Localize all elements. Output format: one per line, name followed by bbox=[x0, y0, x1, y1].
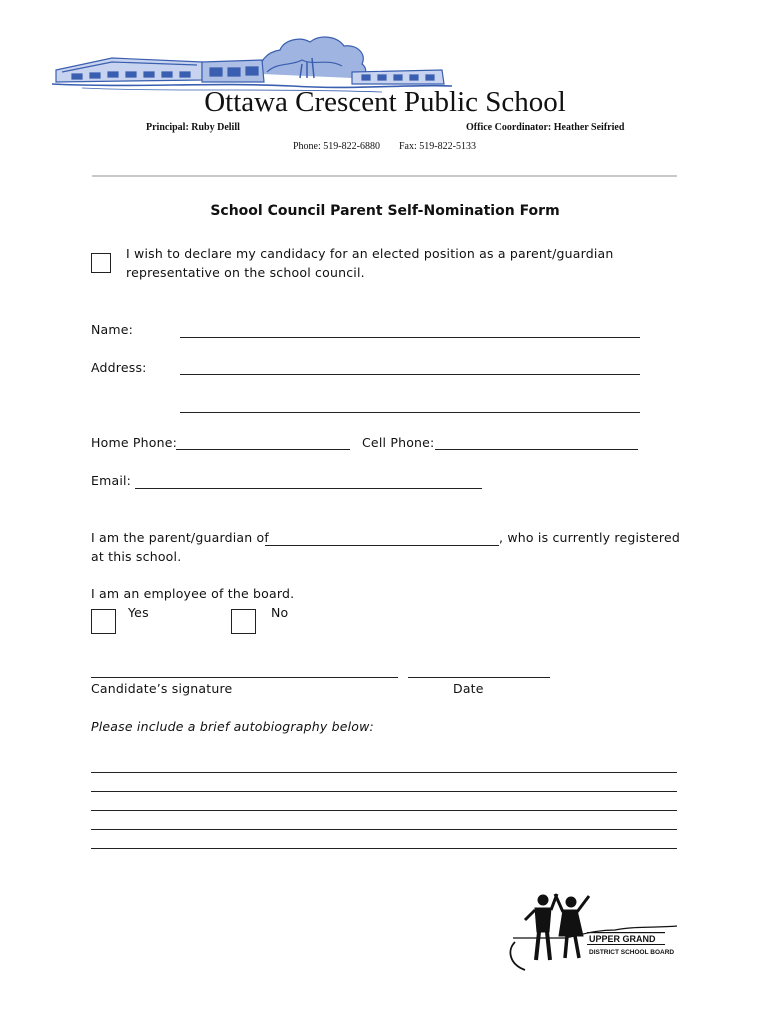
autobiography-line[interactable] bbox=[91, 848, 677, 849]
autobiography-line[interactable] bbox=[91, 810, 677, 811]
school-name: Ottawa Crescent Public School bbox=[204, 86, 566, 118]
candidacy-statement-line2: representative on the school council. bbox=[126, 265, 365, 280]
yes-label: Yes bbox=[128, 605, 149, 620]
address-label: Address: bbox=[91, 360, 147, 375]
address-field-line2[interactable] bbox=[180, 412, 640, 413]
employee-question: I am an employee of the board. bbox=[91, 586, 295, 601]
home-phone-field[interactable] bbox=[176, 449, 350, 450]
autobiography-prompt: Please include a brief autobiography below: bbox=[91, 719, 374, 734]
date-label: Date bbox=[453, 681, 484, 696]
email-field[interactable] bbox=[135, 488, 482, 489]
signature-field[interactable] bbox=[91, 677, 398, 678]
principal-label: Principal: Ruby Delill bbox=[146, 122, 240, 133]
yes-checkbox[interactable] bbox=[91, 609, 116, 634]
header-divider bbox=[92, 175, 677, 177]
candidacy-statement-line1: I wish to declare my candidacy for an elected position as a parent/guardian bbox=[126, 246, 614, 261]
address-field-line1[interactable] bbox=[180, 374, 640, 375]
upper-grand-board-logo bbox=[505, 886, 685, 982]
fax-number: Fax: 519-822-5133 bbox=[399, 141, 476, 152]
form-title: School Council Parent Self-Nomination Form bbox=[210, 203, 560, 219]
logo-text-line2: DISTRICT SCHOOL BOARD bbox=[589, 949, 675, 956]
signature-label: Candidate’s signature bbox=[91, 681, 233, 696]
autobiography-line[interactable] bbox=[91, 791, 677, 792]
cell-phone-field[interactable] bbox=[435, 449, 638, 450]
cell-phone-label: Cell Phone: bbox=[362, 435, 435, 450]
parent-of-prefix: I am the parent/guardian of bbox=[91, 530, 269, 545]
email-label: Email: bbox=[91, 473, 132, 488]
no-label: No bbox=[271, 605, 289, 620]
autobiography-line[interactable] bbox=[91, 829, 677, 830]
home-phone-label: Home Phone: bbox=[91, 435, 178, 450]
parent-of-suffix: , who is currently registered bbox=[499, 530, 680, 545]
logo-text-line1: UPPER GRAND bbox=[589, 934, 656, 944]
parent-of-line2: at this school. bbox=[91, 549, 182, 564]
date-field[interactable] bbox=[408, 677, 550, 678]
school-building-illustration bbox=[52, 32, 452, 94]
autobiography-line[interactable] bbox=[91, 772, 677, 773]
name-field[interactable] bbox=[180, 337, 640, 338]
student-name-field[interactable] bbox=[265, 545, 499, 546]
no-checkbox[interactable] bbox=[231, 609, 256, 634]
name-label: Name: bbox=[91, 322, 134, 337]
phone-number: Phone: 519-822-6880 bbox=[293, 141, 380, 152]
candidacy-checkbox[interactable] bbox=[91, 253, 111, 273]
office-coordinator-label: Office Coordinator: Heather Seifried bbox=[466, 122, 625, 133]
